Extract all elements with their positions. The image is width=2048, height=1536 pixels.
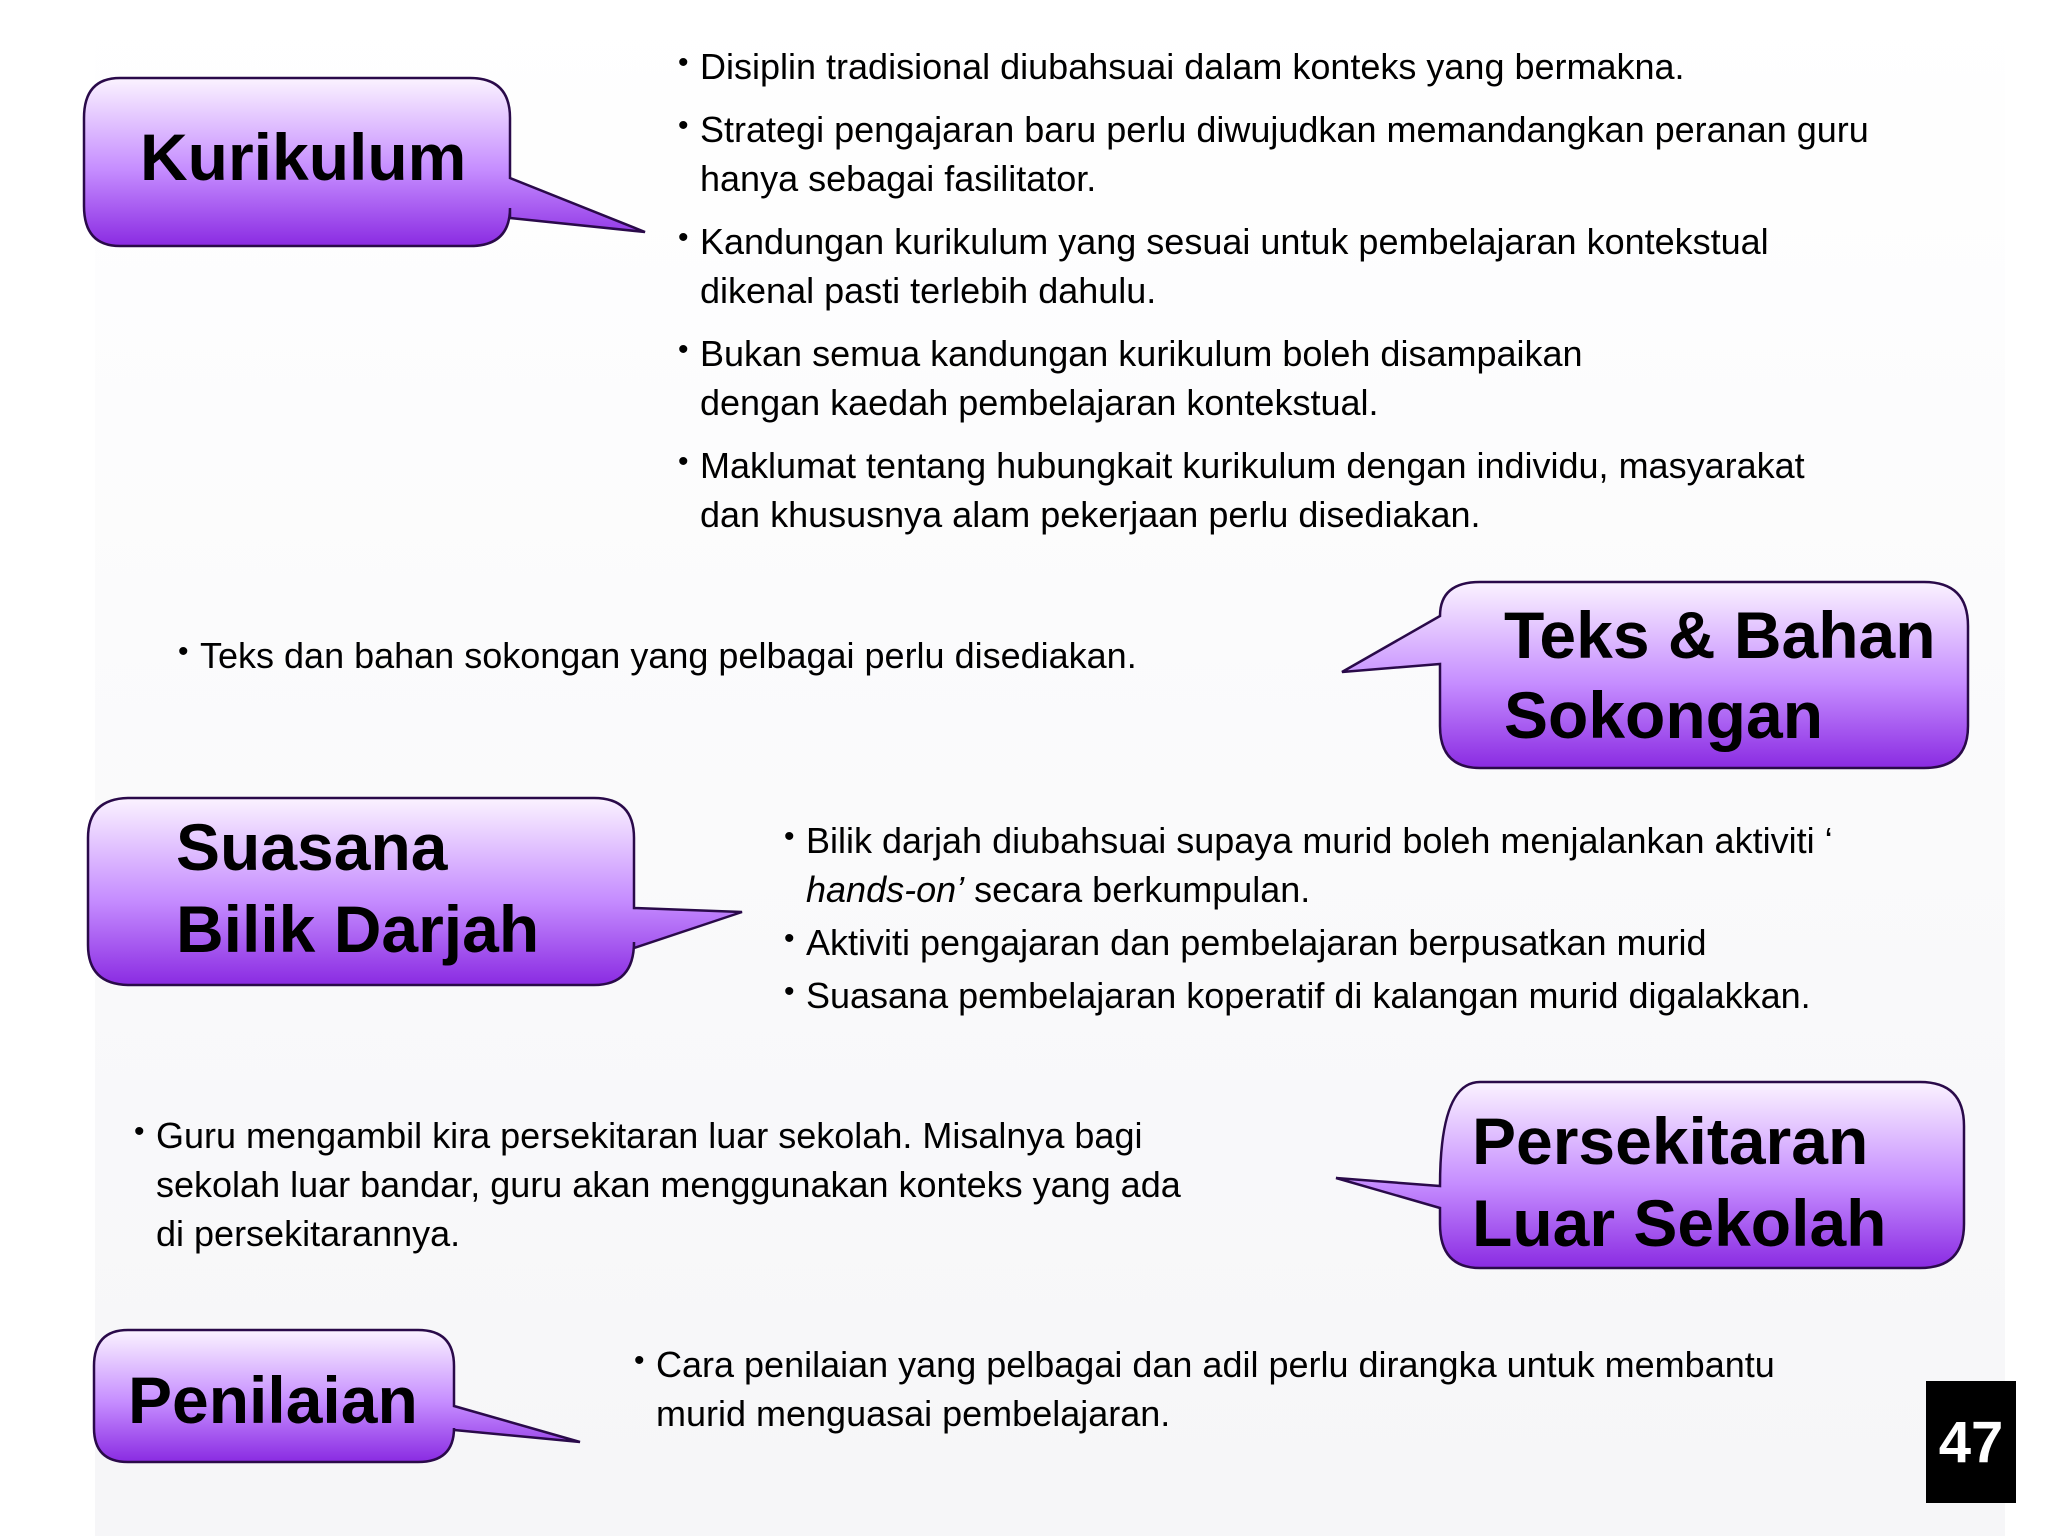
persekitaran-title-line1: Persekitaran [1472,1104,1869,1178]
kurikulum-bullet: • Kandungan kurikulum yang sesuai untuk pembelajaran kontekstual dikenal pasti terlebih dahulu. [700,217,1890,315]
page-number: 47 [1926,1381,2016,1503]
kurikulum-bullet: • Maklumat tentang hubungkait kurikulum dengan individu, masyarakat dan khususnya alam pekerjaan perlu disediakan. [700,441,1860,539]
kurikulum-bullet: • Strategi pengajaran baru perlu diwujudkan memandangkan peranan guru hanya sebagai fasilitator. [700,105,1920,203]
suasana-bullet: • Aktiviti pengajaran dan pembelajaran berpusatkan murid [806,918,1996,967]
kurikulum-bullets [700,42,1940,539]
persekitaran-bullet: • Guru mengambil kira persekitaran luar sekolah. Misalnya bagi sekolah luar bandar, guru akan menggunakan konteks yang ada di persekitarannya. [156,1111,1216,1258]
kurikulum-bullet: • Disiplin tradisional diubahsuai dalam konteks yang bermakna. [700,42,1940,91]
teks-bullets [200,631,1320,680]
teks-title-line1: Teks & Bahan [1504,598,1936,672]
teks-title-line2: Sokongan [1504,678,1824,752]
suasana-title-line2: Bilik Darjah [176,892,540,966]
suasana-title-line1: Suasana [176,810,448,884]
suasana-bullet [806,816,1856,914]
suasana-bullet-pre: Bilik darjah diubahsuai supaya murid boleh menjalankan aktiviti ‘ [806,820,1833,861]
suasana-title [176,806,539,970]
teks-bullet: • Teks dan bahan sokongan yang pelbagai perlu disediakan. [200,631,1320,680]
kurikulum-bullet: • Bukan semua kandungan kurikulum boleh disampaikan dengan kaedah pembelajaran kontekstual. [700,329,1700,427]
persekitaran-title [1472,1100,1886,1264]
suasana-bullet: • Suasana pembelajaran koperatif di kalangan murid digalakkan. [806,971,1996,1020]
suasana-bullet-italic: hands-on’ [806,869,965,910]
kurikulum-title: Kurikulum [140,120,467,194]
teks-title [1504,595,1936,755]
penilaian-bullet: • Cara penilaian yang pelbagai dan adil perlu dirangka untuk membantu murid menguasai pembelajaran. [656,1340,1776,1438]
persekitaran-title-line2: Luar Sekolah [1472,1186,1887,1260]
penilaian-title: Penilaian [128,1363,418,1437]
penilaian-bullets [656,1340,1776,1438]
suasana-bullets [806,816,1996,1020]
persekitaran-bullets [156,1111,1216,1258]
suasana-bullet-post: secara berkumpulan. [964,869,1311,910]
